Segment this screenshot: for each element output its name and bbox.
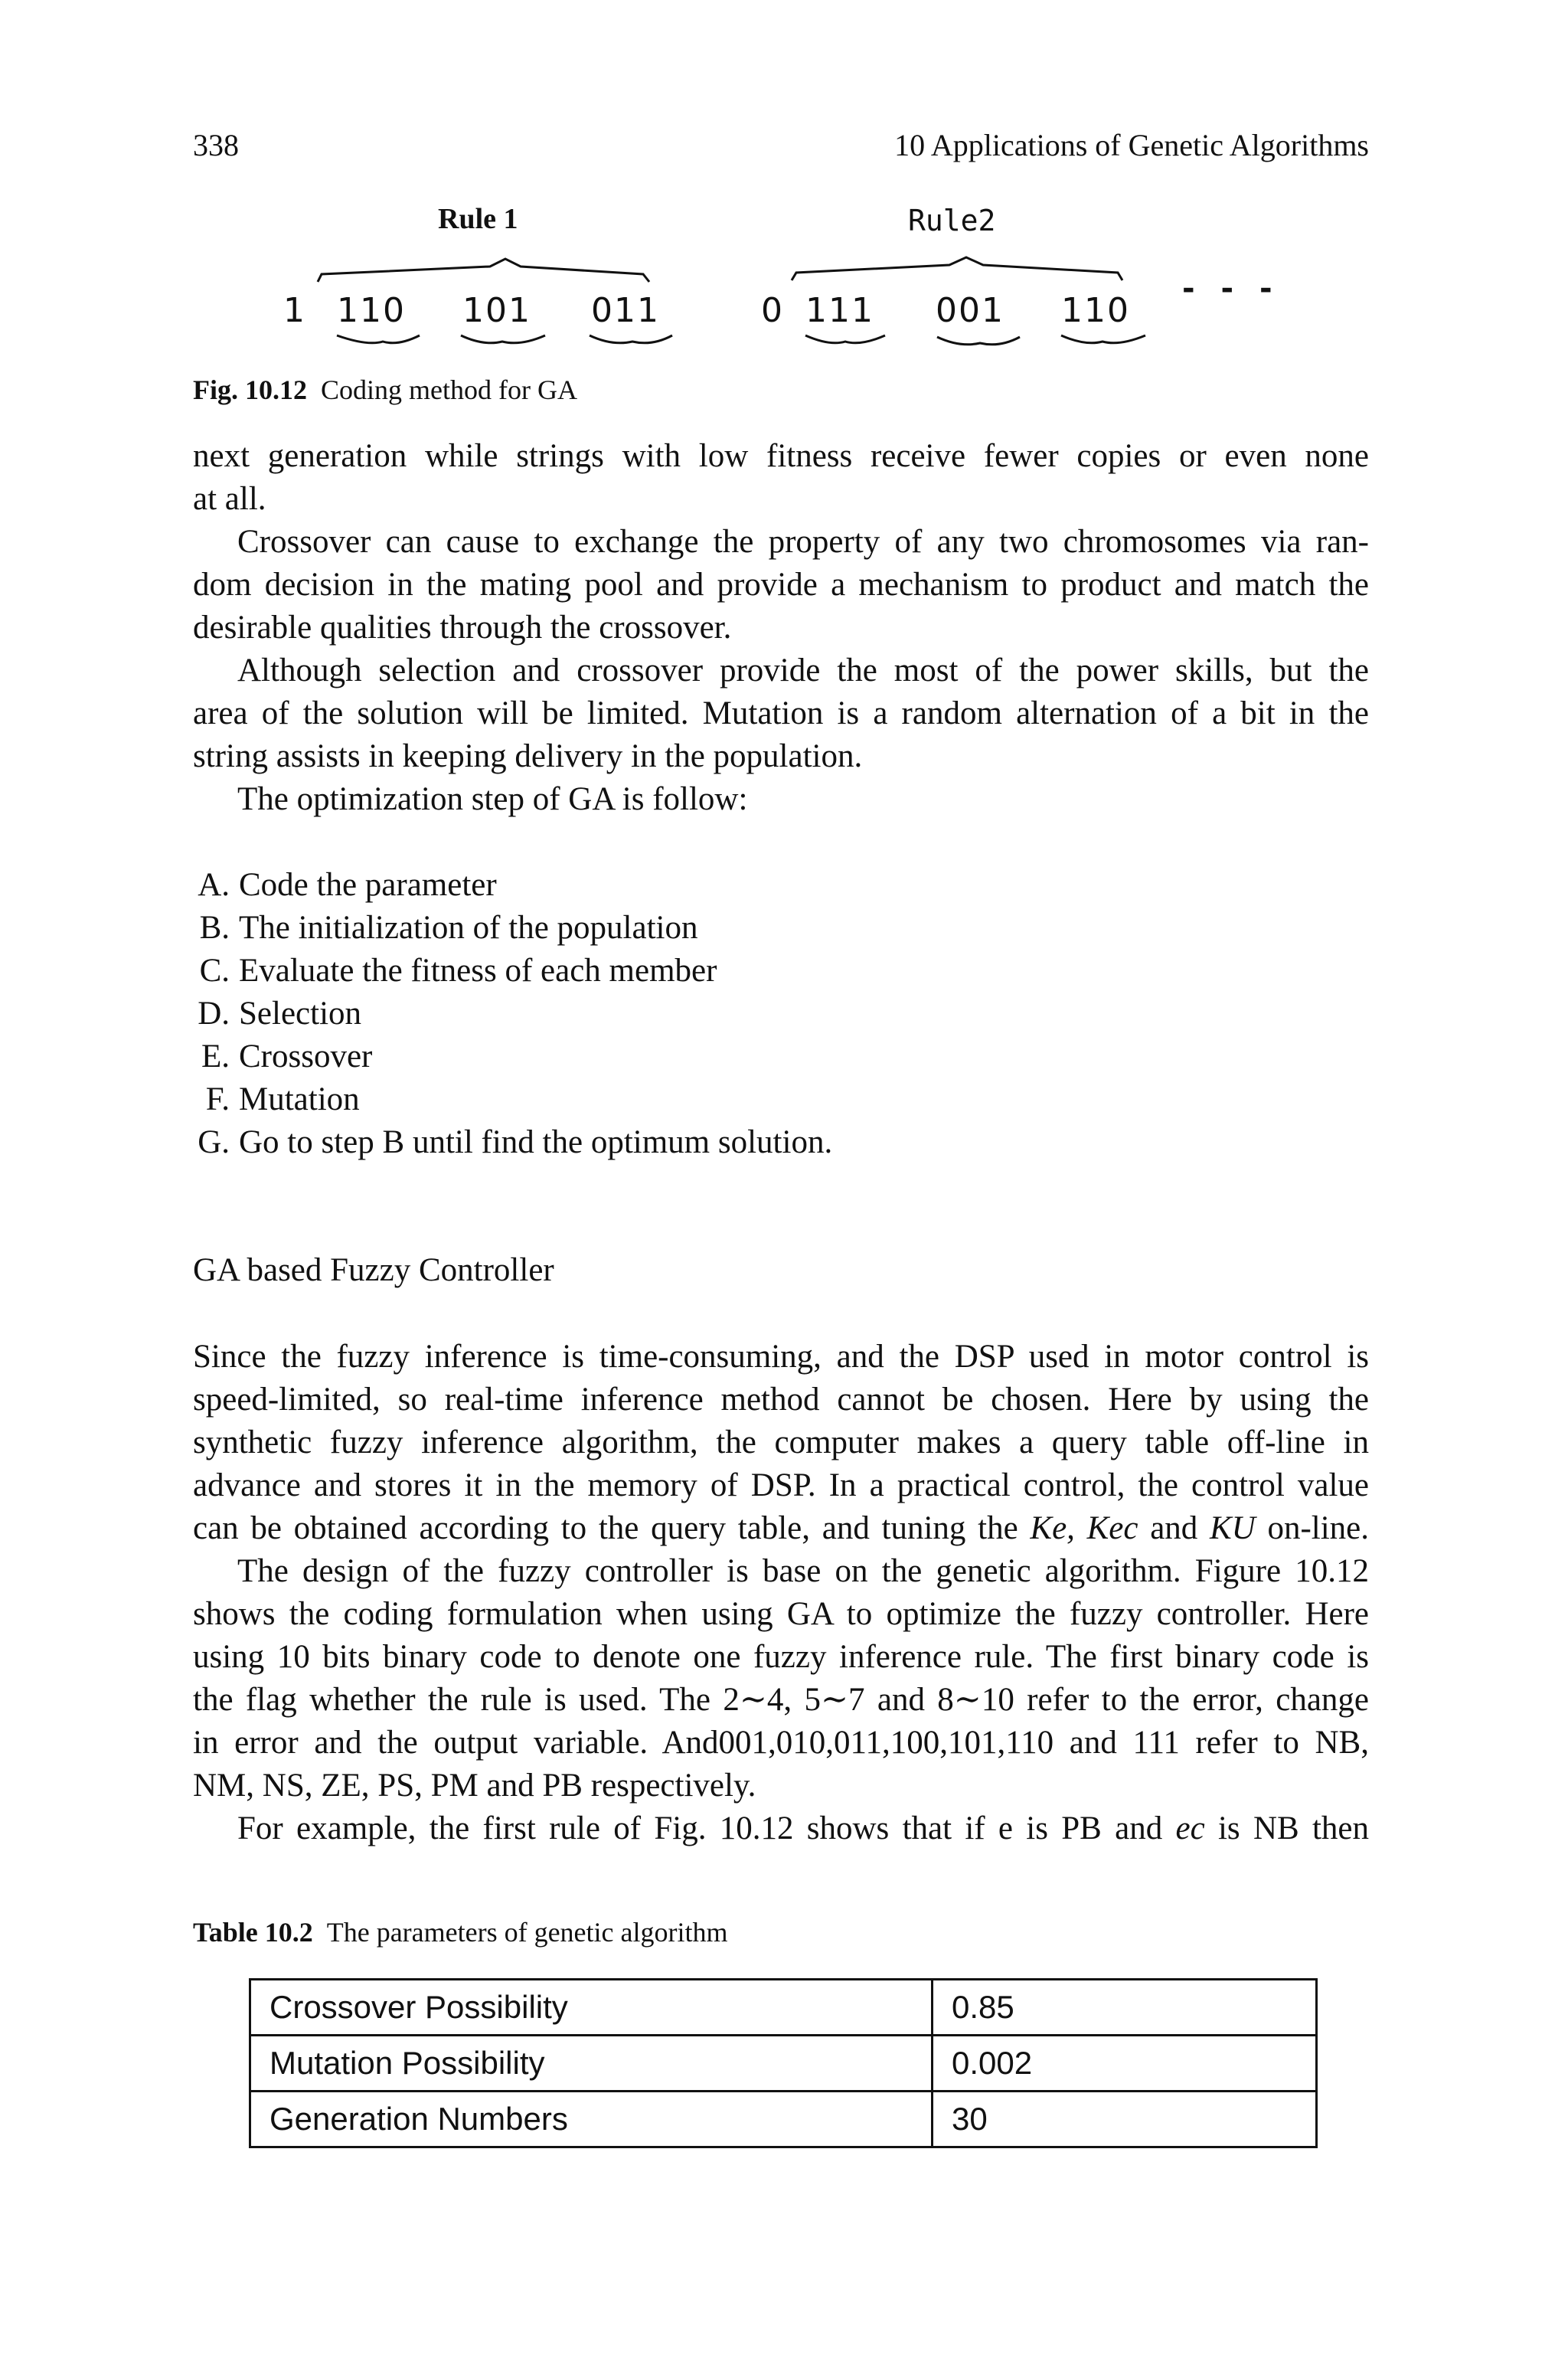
paragraph-6 — [193, 1550, 1369, 1807]
rule1-output-bits: 011 — [591, 291, 660, 330]
text-line: speed-limited, so real-time inference method cannot be chosen. Here by using the — [193, 1382, 1369, 1418]
italic-symbol: KU — [1210, 1510, 1256, 1546]
table-cell-name: Mutation Possibility — [250, 2036, 933, 2092]
paragraph-5 — [193, 1336, 1369, 1550]
list-item — [178, 907, 832, 950]
text-line: The design of the fuzzy controller is base on the genetic algorithm. Figure 10.12 — [237, 1553, 1369, 1589]
list-item-text: The initialization of the population — [239, 910, 698, 946]
table-cell-value: 0.85 — [933, 1980, 1317, 2036]
list-item-label: E. — [201, 1038, 230, 1074]
text-line: using 10 bits binary code to denote one fuzzy inference rule. The first binary code is — [193, 1639, 1369, 1675]
list-item — [178, 1121, 832, 1164]
text-line — [193, 1807, 1369, 1850]
list-item-label: B. — [199, 910, 230, 946]
text-run: on-line. — [1255, 1510, 1369, 1546]
rule2-flag-bit: 0 — [761, 291, 784, 330]
table-caption — [193, 1916, 728, 1948]
figure-ellipsis: - - - — [1182, 271, 1280, 306]
ga-parameters-table — [249, 1978, 1318, 2148]
table-caption-text: The parameters of genetic algorithm — [326, 1917, 728, 1948]
text-line: at all. — [193, 481, 266, 517]
list-item — [178, 993, 832, 1035]
rule2-output-bits: 110 — [1061, 291, 1130, 330]
text-line: desirable qualities through the crossover. — [193, 610, 732, 646]
rule2-overbrace — [792, 257, 1122, 280]
list-item — [178, 950, 832, 993]
figure-caption — [193, 374, 577, 406]
text-line: dom decision in the mating pool and provide a mechanism to product and match the — [193, 567, 1369, 603]
list-item-text: Code the parameter — [239, 867, 497, 903]
table-caption-label: Table 10.2 — [193, 1917, 313, 1948]
text-line — [193, 1507, 1369, 1550]
rule2-label: Rule2 — [908, 204, 996, 237]
paragraph-1 — [193, 435, 1369, 521]
figure-braces — [0, 0, 1568, 383]
list-item — [178, 864, 832, 907]
list-item-label: G. — [198, 1124, 230, 1160]
text-line: area of the solution will be limited. Mutation is a random alternation of a bit in the — [193, 695, 1369, 731]
text-line: shows the coding formulation when using GA to optimize the fuzzy controller. Here — [193, 1596, 1369, 1632]
italic-symbol: ec — [1175, 1810, 1205, 1846]
text-line: Crossover can cause to exchange the property of any two chromosomes via ran- — [237, 524, 1369, 560]
figure-caption-text: Coding method for GA — [321, 374, 577, 405]
page-number: 338 — [193, 128, 239, 162]
list-item-text: Selection — [239, 996, 362, 1032]
text-line: the flag whether the rule is used. The 2∼4, 5∼7 and 8∼10 refer to the error, change — [193, 1682, 1369, 1718]
list-item — [178, 1078, 832, 1121]
text-line: NM, NS, ZE, PS, PM and PB respectively. — [193, 1768, 756, 1804]
rule2-underbrace-2 — [937, 337, 1020, 345]
table-cell-value: 0.002 — [933, 2036, 1317, 2092]
running-header: 10 Applications of Genetic Algorithms — [894, 128, 1369, 162]
paragraph-2 — [193, 521, 1369, 649]
text-run: is NB then — [1204, 1810, 1369, 1846]
text-run: and — [1138, 1510, 1210, 1546]
list-item-label: D. — [198, 996, 230, 1032]
table-row — [250, 2092, 1317, 2147]
rule1-underbrace-1 — [337, 335, 420, 343]
rule2-change-error-bits: 001 — [936, 291, 1004, 330]
table-row — [250, 1980, 1317, 2036]
paragraph-7 — [193, 1807, 1369, 1850]
list-item-label: A. — [198, 867, 230, 903]
list-item — [178, 1035, 832, 1078]
rule2-underbrace-3 — [1061, 335, 1145, 343]
text-line: advance and stores it in the memory of DSP. In a practical control, the control value — [193, 1467, 1369, 1503]
text-line: in error and the output variable. And001,010,011,100,101,110 and 111 refer to NB, — [193, 1725, 1369, 1761]
rule2-error-bits: 111 — [805, 291, 874, 330]
text-line: string assists in keeping delivery in the population. — [193, 738, 863, 774]
text-line: Since the fuzzy inference is time-consuming, and the DSP used in motor control is — [193, 1339, 1369, 1375]
list-item-label: C. — [199, 953, 230, 989]
rule1-underbrace-3 — [590, 335, 672, 343]
table-cell-name: Crossover Possibility — [250, 1980, 933, 2036]
rule1-overbrace — [318, 259, 649, 282]
rule2-underbrace-1 — [805, 335, 885, 343]
section-heading: GA based Fuzzy Controller — [193, 1252, 554, 1288]
table-cell-value: 30 — [933, 2092, 1317, 2147]
list-item-label: F. — [205, 1081, 230, 1117]
paragraph-3 — [193, 649, 1369, 778]
table-row — [250, 2036, 1317, 2092]
list-item-text: Crossover — [239, 1038, 373, 1074]
figure-caption-label: Fig. 10.12 — [193, 374, 307, 405]
rule1-label: Rule 1 — [438, 203, 518, 235]
text-run: For example, the first rule of Fig. 10.12 shows that if e is PB and — [237, 1810, 1176, 1846]
list-item-text: Evaluate the fitness of each member — [239, 953, 717, 989]
rule1-underbrace-2 — [461, 335, 545, 343]
rule1-change-error-bits: 101 — [462, 291, 531, 330]
list-item-text: Mutation — [239, 1081, 360, 1117]
list-item-text: Go to step B until find the optimum solution. — [239, 1124, 833, 1160]
text-line: next generation while strings with low fitness receive fewer copies or even none — [193, 438, 1369, 474]
text-line: Although selection and crossover provide the most of the power skills, but the — [237, 653, 1369, 688]
text-line: The optimization step of GA is follow: — [237, 781, 748, 817]
rule1-flag-bit: 1 — [283, 291, 306, 330]
text-line: synthetic fuzzy inference algorithm, the computer makes a query table off-line in — [193, 1424, 1369, 1460]
text-run: can be obtained according to the query table, and tuning the — [193, 1510, 1031, 1546]
paragraph-4 — [193, 778, 1369, 821]
rule1-error-bits: 110 — [337, 291, 406, 330]
italic-symbol: Ke, Kec — [1030, 1510, 1138, 1546]
table-cell-name: Generation Numbers — [250, 2092, 933, 2147]
optimization-steps-list — [178, 864, 832, 1164]
figure-coding-method — [0, 0, 1568, 383]
